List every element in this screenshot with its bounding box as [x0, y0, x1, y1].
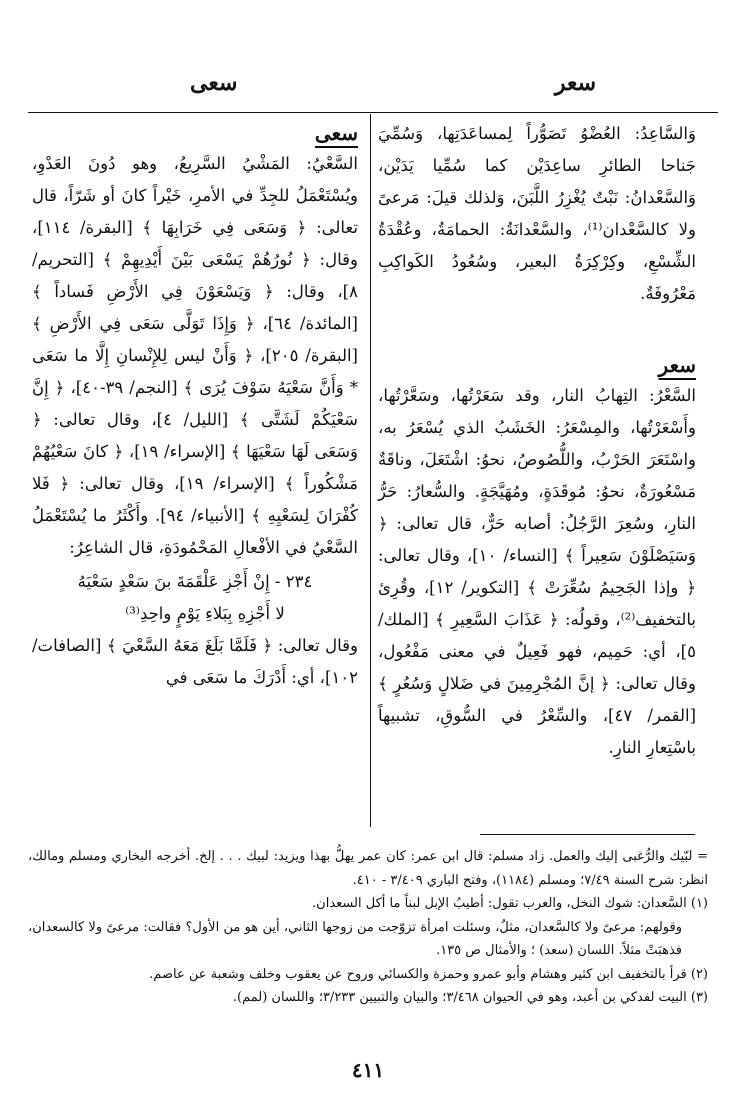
footnote-1-continued: وقولهم: مرعىً ولا كالسَّعدان، مثلٌ، وسئلت امرأة تزوّجت من زوجها الثاني، أين هو من الأول؟ فقالت: مرعىً ولا كالسعدان، فذهبَتْ مثلاً. اللسان (سعد) ؛ والأمثال ص ١٣٥.	[28, 919, 682, 958]
poem-verse-first-hemistich: ٢٣٤ - إِنْ أَجْزِ عَلْقَمَةَ بنَ سَعْدٍ سَعْيَهُ	[77, 572, 313, 591]
entry-heading-saar: سعر	[658, 353, 696, 377]
page-number: ٤١١	[351, 1058, 385, 1082]
footnote-2: (٢) قرأ بالتخفيف ابن كثير وهشام وأبو عمرو وحمزة والكسائي وروح عن يعقوب وخلف وشعبة عن عاصم.	[149, 966, 708, 982]
footnote-3: (٣) البيت لفدكي بن أعبد، وهو في الحيوان ٣/٤٦٨؛ والبيان والتبيين ٣/٢٣٣؛ واللسان (لمم).	[232, 990, 708, 1005]
footnotes	[28, 845, 708, 1010]
footnote-rule	[480, 834, 695, 835]
entry-body-saa: السَّعْيُ: المَشْيُ السَّرِيعُ، وهو دُونَ العَدْوِ، ويُسْتَعْمَلُ للجِدِّ في الأمرِ، خَيْراً كانَ أو شَرّاً، قال تعالى: ﴿ وَسَعَى فِي خَرَابِهَا ﴾ [البقرة/ ١١٤]، وقال: ﴿ نُورُهُمْ يَسْعَى بَيْنَ أَيْدِيهِمْ ﴾ [التحريم/ ٨]، وقال: ﴿ وَيَسْعَوْنَ فِي الأَرْضِ فَساداً ﴾ [المائدة/ ٦٤]، ﴿ وَإِذَا تَوَلَّى سَعَى فِي الأَرْضِ ﴾ [البقرة/ ٢٠٥]، ﴿ وَأَنْ ليس لِلإِنْسانِ إِلَّا ما سَعَى * وَأَنَّ سَعْيَهُ سَوْفَ يُرَى ﴾ [النجم/ ٣٩-٤٠]، ﴿ إِنَّ سَعْيَكُمْ لَشَتَّى ﴾ [الليل/ ٤]، وقال تعالى: ﴿ وَسَعَى لَهَا سَعْيَهَا ﴾ [الإسراء/ ١٩]، ﴿ كانَ سَعْيُهُمْ مَشْكُوراً ﴾ [الإسراء/ ١٩]، وقال تعالى: ﴿ فَلا كُفْرَانَ لِسَعْيِهِ ﴾ [الأنبياء/ ٩٤]. وأَكْثَرُ ما يُسْتَعْمَلُ السَّعْيُ في الأفْعالِ المَحْمُودَةِ، قال الشاعِرُ:	[32, 154, 359, 557]
header-rule	[28, 112, 718, 113]
entry-body-saar: السَّعْرُ: التِهابُ النار، وقد سَعَرْتُها، وسَعَّرْتُها، وأَسْعَرْتُها، والمِسْعَرُ: الخَشَبُ الذي يُسْعَرُ به، واسْتَعَرَ الحَرْبُ، واللُّصُوصُ، نحوُ: اشْتَعَلَ، وناقَةٌ مَسْعُورَةٌ، نحوُ: مُوقَدَةٍ، ومُهَيَّجَةٍ. والسُّعارُ: حَرُّ النارِ، وسُعِرَ الرَّجُلُ: أصابه حَرٌّ، قال تعالى: ﴿ وَسَيَصْلَوْنَ سَعِيراً ﴾ [النساء/ ١٠]، وقال تعالى: ﴿ وإذا الجَحِيمُ سُعِّرَتْ ﴾ [التكوير/ ١٢]، وقُرِئ بالتخفيف⁽²⁾، وقولُه: ﴿ عَذَابَ السَّعِيرِ ﴾ [الملك/ ٥]، أي: حَمِيم، فهو فَعِيلٌ في معنى مَفْعُول، وقال تعالى: ﴿ إنَّ المُجْرِمِينَ في ضَلالٍ وَسُعُرٍ ﴾ [القمر/ ٤٧]، والسِّعْرُ في السُّوقِ، تشبيهاً باسْتِعارِ النارِ.	[378, 386, 697, 757]
column-divider	[370, 114, 371, 827]
footnote-1: (١) السَّعدان: شوك النخل، والعرب تقول: أطيبُ الإبل لبناً ما أكل السعدان.	[312, 896, 708, 911]
poem-verse-second-hemistich: لا أَجْزِهِ بِبَلاءِ يَوْمٍ واحِدِ⁽³⁾	[125, 604, 285, 623]
left-column	[32, 118, 358, 694]
page-header	[0, 70, 736, 110]
footnote-continuation: = لبّيك والرُّغبى إليك والعمل. زاد مسلم: قال ابن عمر: كان عمر يهلُّ بهذا ويزيد: لبيك . . . إلخ. أخرجه البخاري ومسلم ومالك، انظر: شرح السنة ٧/٤٩؛ ومسلم (١١٨٤)، وفتح الباري ٣/٤٠٩ - ٤١٠.	[28, 849, 708, 888]
entry-heading-saa: سعى	[314, 121, 358, 145]
entry-continuation: وَالسَّاعِدُ: العُضْوُ تَصَوُّراً لِمساعَدَتِها، وَسُمِّيَ جَناحا الطائرِ ساعِدَيْن كما سُمِّيا يَدَيْن، وَالسَّعْدانُ: نَبْتٌ يُغْزِرُ اللَّبَنَ، وَلذلك قيلَ: مَرعىً ولا كالسَّعْدان⁽¹⁾، والسَّعْدانَةُ: الحمامَةُ، وعُقْدَةُ الشِّسْعِ، وكِرْكِرَةُ البعير، وسُعُودُ الكَواكِبِ مَعْرُوفَةٌ.	[378, 124, 696, 303]
running-head-right: سعر	[554, 70, 596, 96]
running-head-left: سعى	[190, 70, 238, 96]
right-column	[378, 118, 696, 764]
entry-body-saa-continued: وقال تعالى: ﴿ فَلَمَّا بَلَغَ مَعَهُ السَّعْيَ ﴾ [الصافات/ ١٠٢]، أي: أَدْرَكَ ما سَعَى في	[32, 636, 358, 687]
